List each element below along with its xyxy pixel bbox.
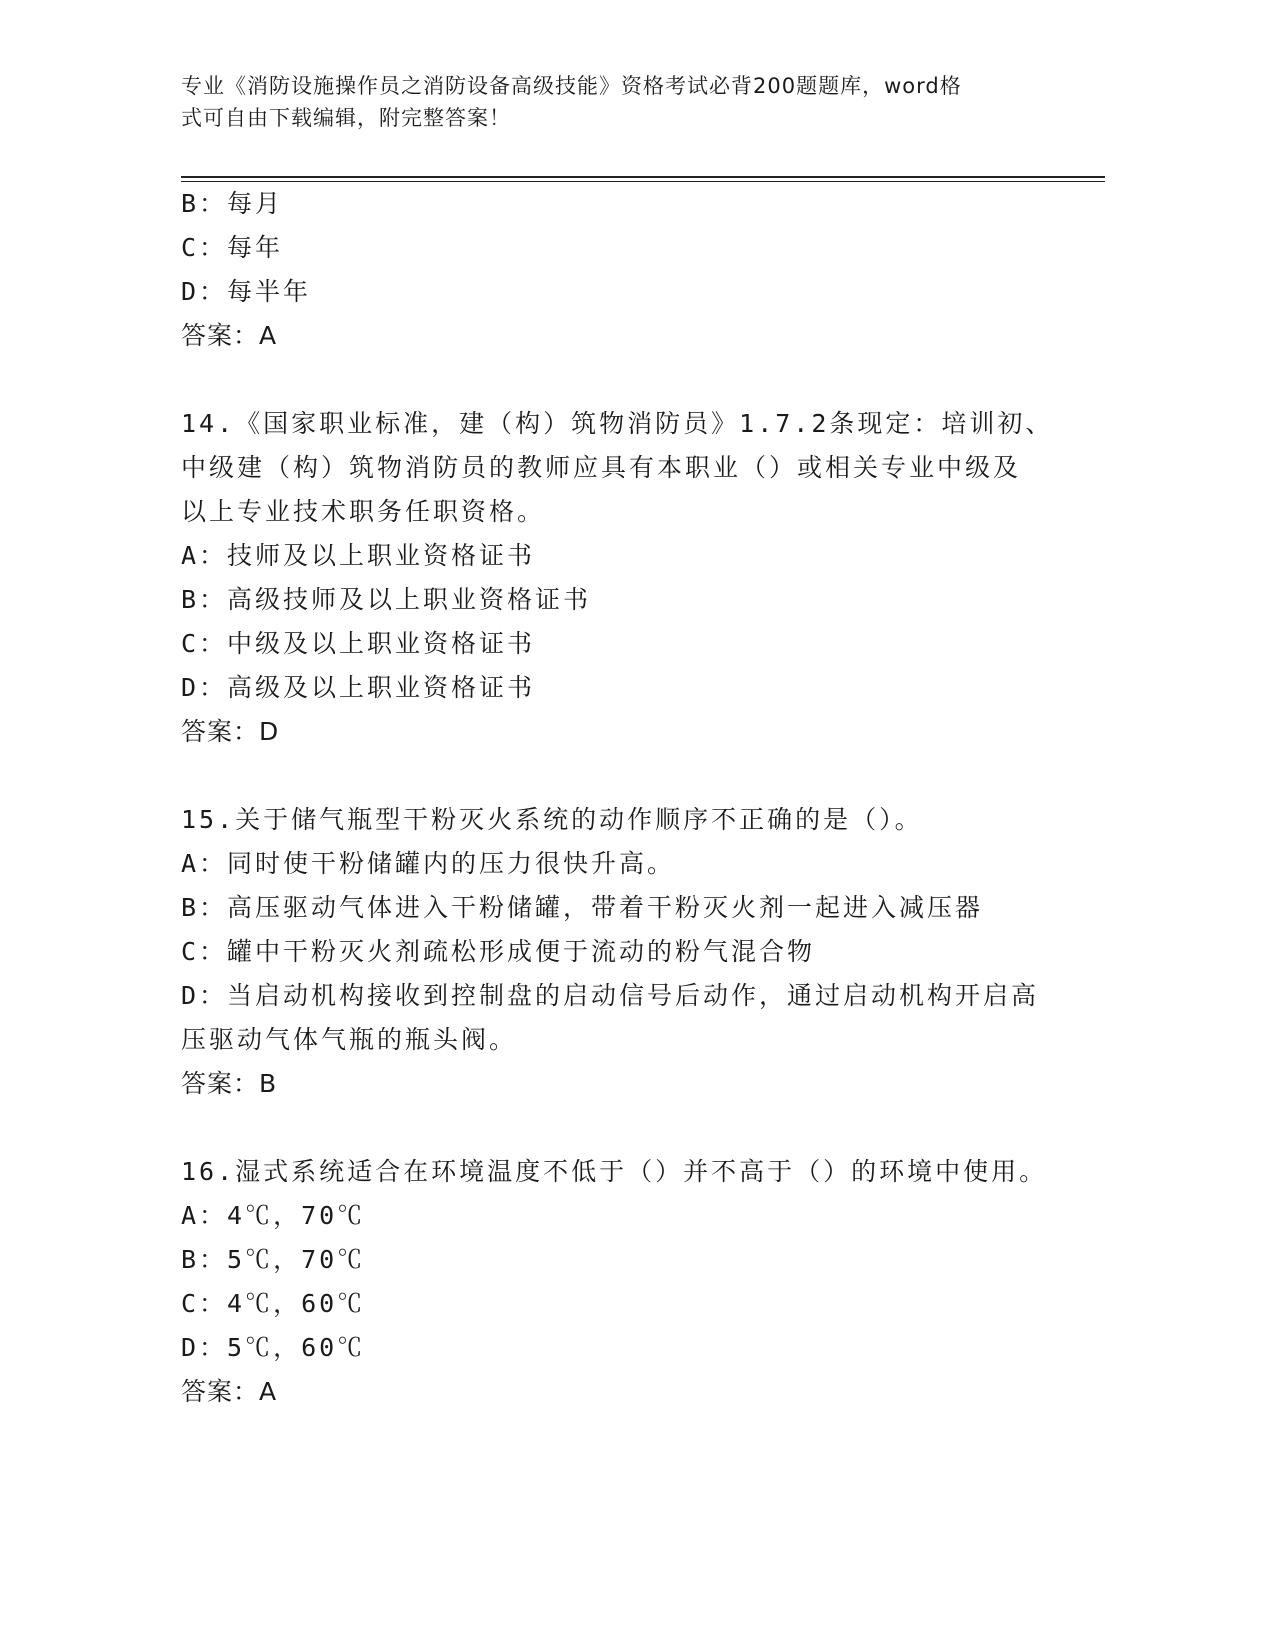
answer-line: 答案：B [181, 1069, 278, 1098]
option-b: B：高级技师及以上职业资格证书 [181, 585, 592, 614]
header-divider-thick [181, 176, 1105, 178]
option-b: B：5℃，70℃ [181, 1245, 366, 1274]
page-header [181, 70, 1061, 134]
question-stem-line: 15.关于储气瓶型干粉灭火系统的动作顺序不正确的是（）。 [181, 805, 923, 834]
question-15 [181, 798, 1061, 1106]
option-c: C：4℃，60℃ [181, 1289, 366, 1318]
question-stem-line: 中级建（构）筑物消防员的教师应具有本职业（）或相关专业中级及 [181, 453, 1022, 482]
option-d: D：每半年 [181, 277, 312, 306]
question-stem-line: 14.《国家职业标准，建（构）筑物消防员》1.7.2条现定：培训初、 [181, 409, 1054, 438]
option-c: C：罐中干粉灭火剂疏松形成便于流动的粉气混合物 [181, 937, 816, 966]
answer-line: 答案：A [181, 321, 278, 350]
option-a: A：技师及以上职业资格证书 [181, 541, 536, 570]
question-list [181, 182, 1061, 1414]
option-d: D：当启动机构接收到控制盘的启动信号后动作，通过启动机构开启高 [181, 981, 1040, 1010]
option-a: A：同时使干粉储罐内的压力很快升高。 [181, 849, 676, 878]
option-d-continued: 压驱动气体气瓶的瓶头阀。 [181, 1025, 518, 1054]
header-line-1: 专业《消防设施操作员之消防设备高级技能》资格考试必背200题题库，word格 [181, 74, 962, 98]
option-b: B：每月 [181, 189, 284, 218]
question-stem-line: 以上专业技术职务任职资格。 [181, 497, 546, 526]
option-d: D：高级及以上职业资格证书 [181, 673, 536, 702]
question-stem-line: 16.湿式系统适合在环境温度不低于（）并不高于（）的环境中使用。 [181, 1157, 1048, 1186]
option-c: C：每年 [181, 233, 284, 262]
option-c: C：中级及以上职业资格证书 [181, 629, 536, 658]
option-a: A：4℃，70℃ [181, 1201, 366, 1230]
question-16 [181, 1150, 1061, 1414]
header-line-2: 式可自由下载编辑，附完整答案！ [181, 106, 511, 130]
option-d: D：5℃，60℃ [181, 1333, 366, 1362]
question-14 [181, 402, 1061, 754]
answer-line: 答案：A [181, 1377, 278, 1406]
option-b: B：高压驱动气体进入干粉储罐，带着干粉灭火剂一起进入减压器 [181, 893, 984, 922]
answer-line: 答案：D [181, 717, 280, 746]
question-13-tail [181, 182, 1061, 358]
